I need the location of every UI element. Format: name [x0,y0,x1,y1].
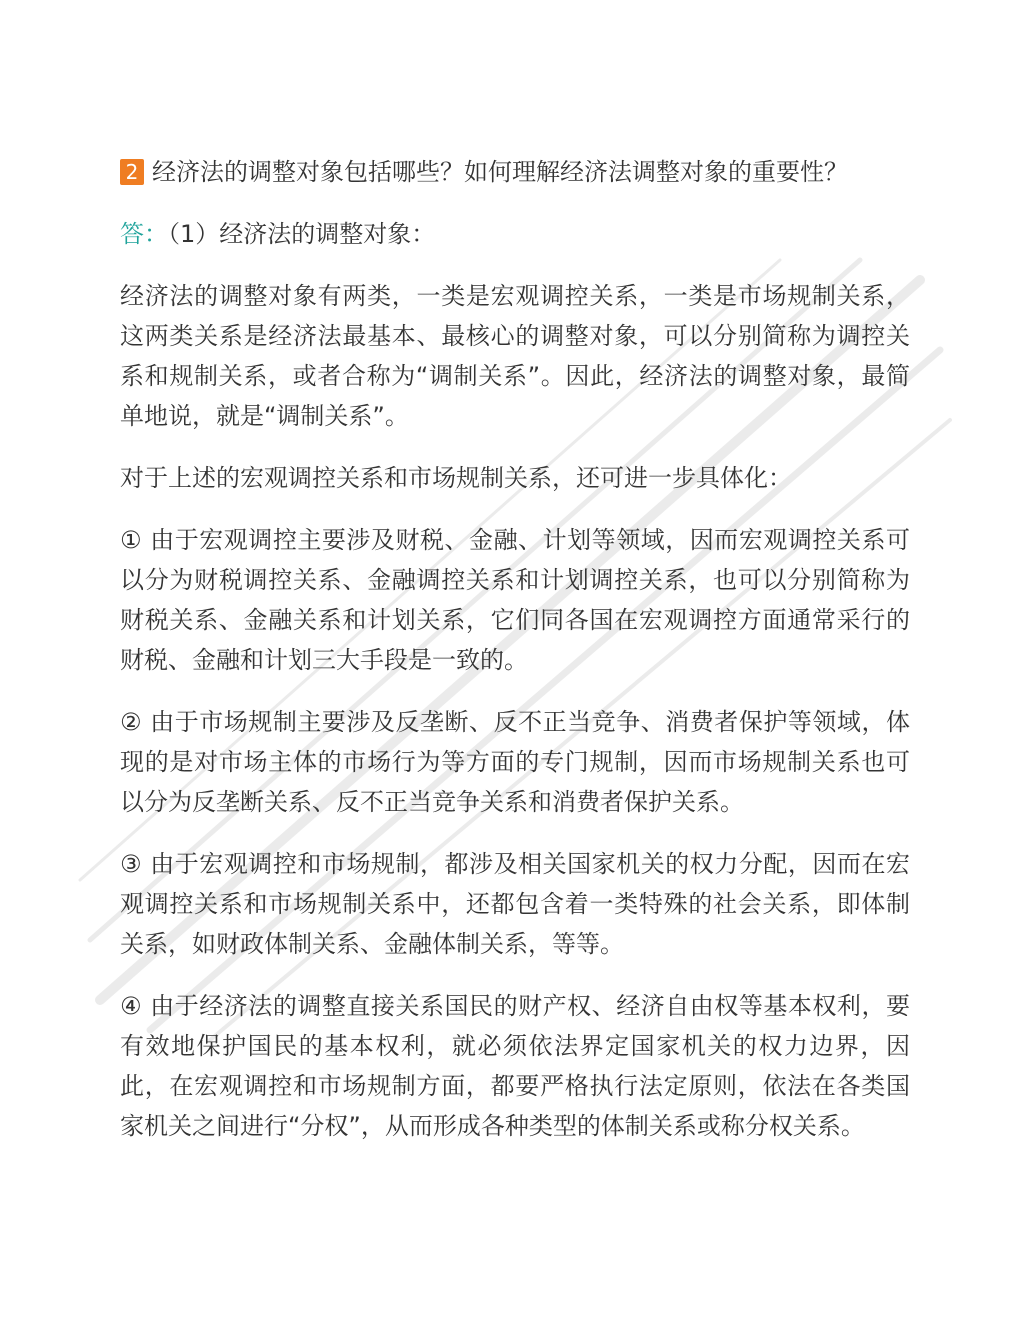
paragraph-transition: 对于上述的宏观调控关系和市场规制关系，还可进一步具体化： [120,464,792,492]
answer-heading [120,214,910,254]
paragraph-item-2: ② 由于市场规制主要涉及反垄断、反不正当竞争、消费者保护等领域，体现的是对市场主体的市场行为等方面的专门规制，因而市场规制关系也可以分为反垄断关系、反不正当竞争关系和消费者保护关系。 [120,708,910,816]
question-heading [120,152,910,192]
paragraph-item-4: ④ 由于经济法的调整直接关系国民的财产权、经济自由权等基本权利，要有效地保护国民的基本权利，就必须依法界定国家机关的权力边界，因此，在宏观调控和市场规制方面，都要严格执行法定原则，依法在各类国家机关之间进行“分权”，从而形成各种类型的体制关系或称分权关系。 [120,992,910,1140]
paragraph-item-3: ③ 由于宏观调控和市场规制，都涉及相关国家机关的权力分配，因而在宏观调控关系和市场规制关系中，还都包含着一类特殊的社会关系，即体制关系，如财政体制关系、金融体制关系，等等。 [120,850,910,958]
answer-label: 答： [120,220,168,248]
answer-section-title: （1）经济法的调整对象： [168,220,436,248]
question-text: 经济法的调整对象包括哪些？如何理解经济法调整对象的重要性？ [152,158,848,186]
paragraph-intro: 经济法的调整对象有两类，一类是宏观调控关系，一类是市场规制关系，这两类关系是经济法最基本、最核心的调整对象，可以分别简称为调控关系和规制关系，或者合称为“调制关系”。因此，经济法的调整对象，最简单地说，就是“调制关系”。 [120,282,910,430]
document-page [120,152,910,1168]
paragraph-item-1: ① 由于宏观调控主要涉及财税、金融、计划等领域，因而宏观调控关系可以分为财税调控关系、金融调控关系和计划调控关系，也可以分别简称为财税关系、金融关系和计划关系，它们同各国在宏观调控方面通常采行的财税、金融和计划三大手段是一致的。 [120,526,910,674]
question-number-badge: 2 [120,159,144,185]
